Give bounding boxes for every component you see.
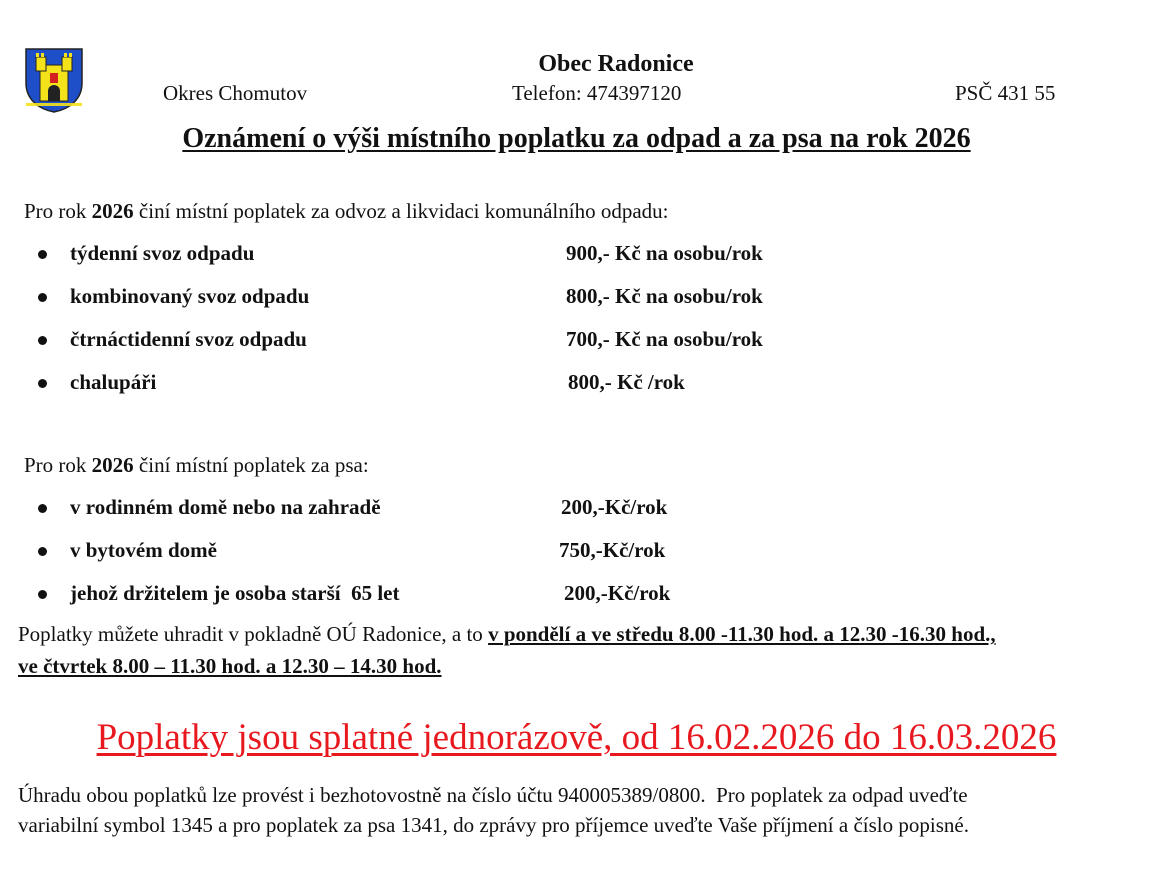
waste-fee-intro: Pro rok 2026 činí místní poplatek za odvoz a likvidaci komunálního odpadu:: [24, 199, 669, 223]
dog-item-label: jehož držitelem je osoba starší 65 let: [70, 581, 400, 605]
list-bullet: [38, 547, 47, 556]
dog-item-price: 750,-Kč/rok: [559, 538, 666, 562]
list-bullet: [38, 250, 47, 259]
phone-number: Telefon: 474397120: [512, 81, 682, 105]
dog-item-label: v rodinném domě nebo na zahradě: [70, 495, 381, 519]
waste-item-label: týdenní svoz odpadu: [70, 241, 255, 265]
list-bullet: [38, 336, 47, 345]
list-bullet: [38, 504, 47, 513]
waste-item-label: kombinovaný svoz odpadu: [70, 284, 310, 308]
waste-item-label: chalupáři: [70, 370, 157, 394]
list-bullet: [38, 379, 47, 388]
office-hours-thu: ve čtvrtek 8.00 – 11.30 hod. a 12.30 – 14.30 hod.: [18, 654, 442, 678]
waste-item-label: čtrnáctidenní svoz odpadu: [70, 327, 307, 351]
municipality-name: Obec Radonice: [538, 51, 694, 77]
dog-fee-intro: Pro rok 2026 činí místní poplatek za psa:: [24, 453, 369, 477]
bank-transfer-info-2: variabilní symbol 1345 a pro poplatek za psa 1341, do zprávy pro příjemce uveďte Vaše příjmení a číslo popisné.: [18, 813, 969, 837]
office-hours-mon-wed: v pondělí a ve středu 8.00 -11.30 hod. a 12.30 -16.30 hod.,: [488, 622, 996, 646]
waste-item-price: 700,- Kč na osobu/rok: [566, 327, 763, 351]
dog-item-label: v bytovém domě: [70, 538, 217, 562]
payment-info: Poplatky můžete uhradit v pokladně OÚ Radonice, a to v pondělí a ve středu 8.00 -11.30 hod. a 12.30 -16.30 hod.,: [18, 622, 996, 646]
dog-item-price: 200,-Kč/rok: [564, 581, 671, 605]
postcode: PSČ 431 55: [955, 81, 1056, 105]
waste-item-price: 800,- Kč /rok: [568, 370, 685, 394]
waste-item-price: 900,- Kč na osobu/rok: [566, 241, 763, 265]
due-date-notice: Poplatky jsou splatné jednorázově, od 16.02.2026 do 16.03.2026: [96, 717, 1057, 758]
dog-item-price: 200,-Kč/rok: [561, 495, 668, 519]
waste-item-price: 800,- Kč na osobu/rok: [566, 284, 763, 308]
list-bullet: [38, 590, 47, 599]
district-name: Okres Chomutov: [163, 81, 308, 105]
page-title: Oznámení o výši místního poplatku za odpad a za psa na rok 2026: [182, 123, 971, 154]
list-bullet: [38, 293, 47, 302]
bank-transfer-info: Úhradu obou poplatků lze provést i bezhotovostně na číslo účtu 940005389/0800. Pro poplatek za odpad uveďte: [18, 783, 968, 807]
